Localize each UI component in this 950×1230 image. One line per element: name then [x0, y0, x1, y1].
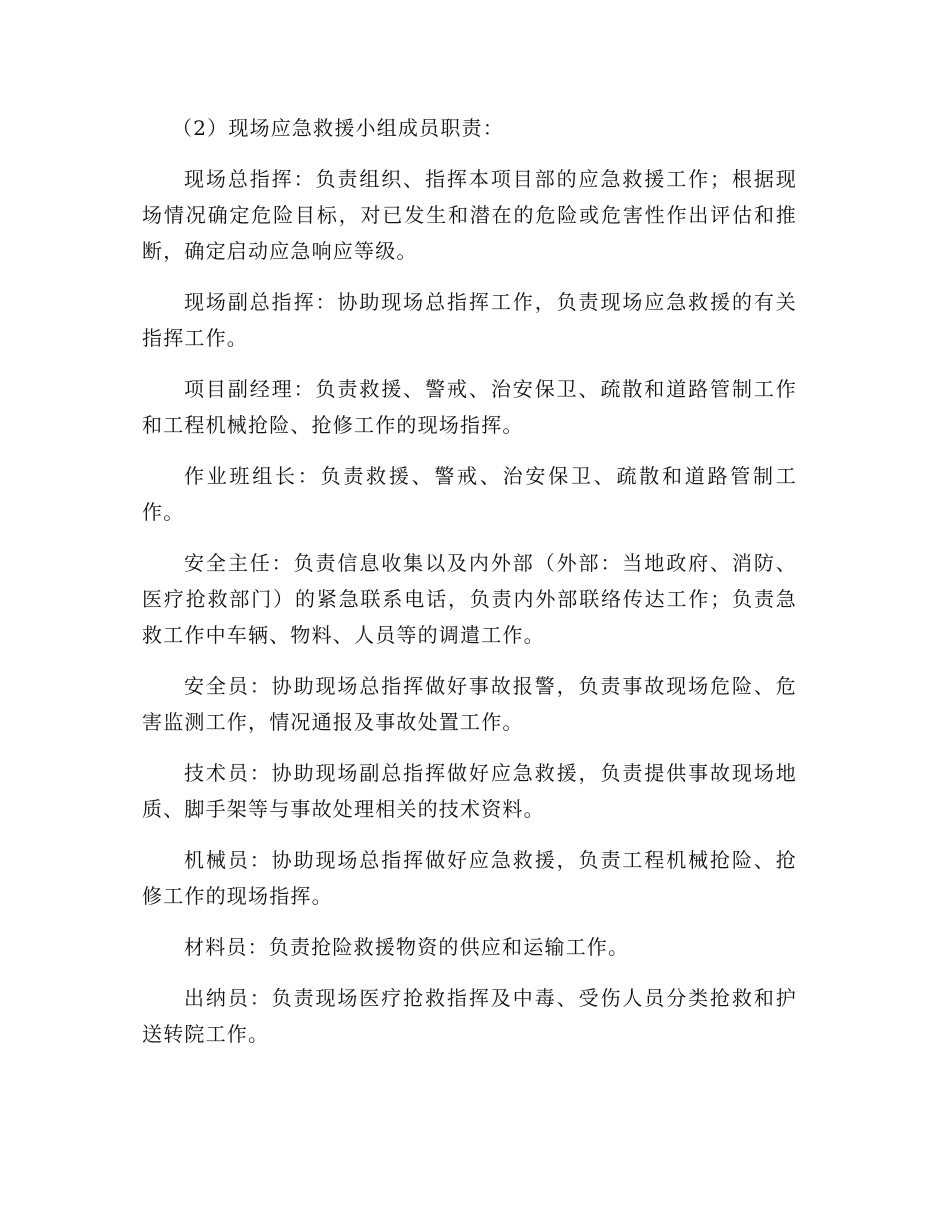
paragraph-deputy-commander: 现场副总指挥：协助现场总指挥工作，负责现场应急救援的有关指挥工作。 [142, 290, 797, 350]
paragraph-safety-director: 安全主任：负责信息收集以及内外部（外部：当地政府、消防、医疗抢救部门）的紧急联系电话，负责内外部联络传达工作；负责急救工作中车辆、物料、人员等的调遣工作。 [142, 551, 797, 647]
paragraph-team-leader: 作业班组长：负责救援、警戒、治安保卫、疏散和道路管制工作。 [142, 464, 797, 524]
paragraph-technician: 技术员：协助现场副总指挥做好应急救援，负责提供事故现场地质、脚手架等与事故处理相关的技术资料。 [142, 761, 797, 821]
document-body [142, 110, 797, 1067]
paragraph-materials-officer: 材料员：负责抢险救援物资的供应和运输工作。 [184, 935, 630, 959]
paragraph-deputy-manager: 项目副经理：负责救援、警戒、治安保卫、疏散和道路管制工作和工程机械抢险、抢修工作的现场指挥。 [142, 377, 797, 437]
paragraph-safety-officer: 安全员：协助现场总指挥做好事故报警，负责事故现场危险、危害监测工作，情况通报及事故处置工作。 [142, 674, 797, 734]
paragraph-site-commander: 现场总指挥：负责组织、指挥本项目部的应急救援工作；根据现场情况确定危险目标，对已发生和潜在的危险或危害性作出评估和推断，确定启动应急响应等级。 [142, 167, 797, 263]
paragraph-machinery-officer: 机械员：协助现场总指挥做好应急救援，负责工程机械抢险、抢修工作的现场指挥。 [142, 848, 797, 908]
paragraph-cashier: 出纳员：负责现场医疗抢救指挥及中毒、受伤人员分类抢救和护送转院工作。 [142, 986, 797, 1046]
section-heading: （2）现场应急救援小组成员职责： [172, 116, 504, 140]
